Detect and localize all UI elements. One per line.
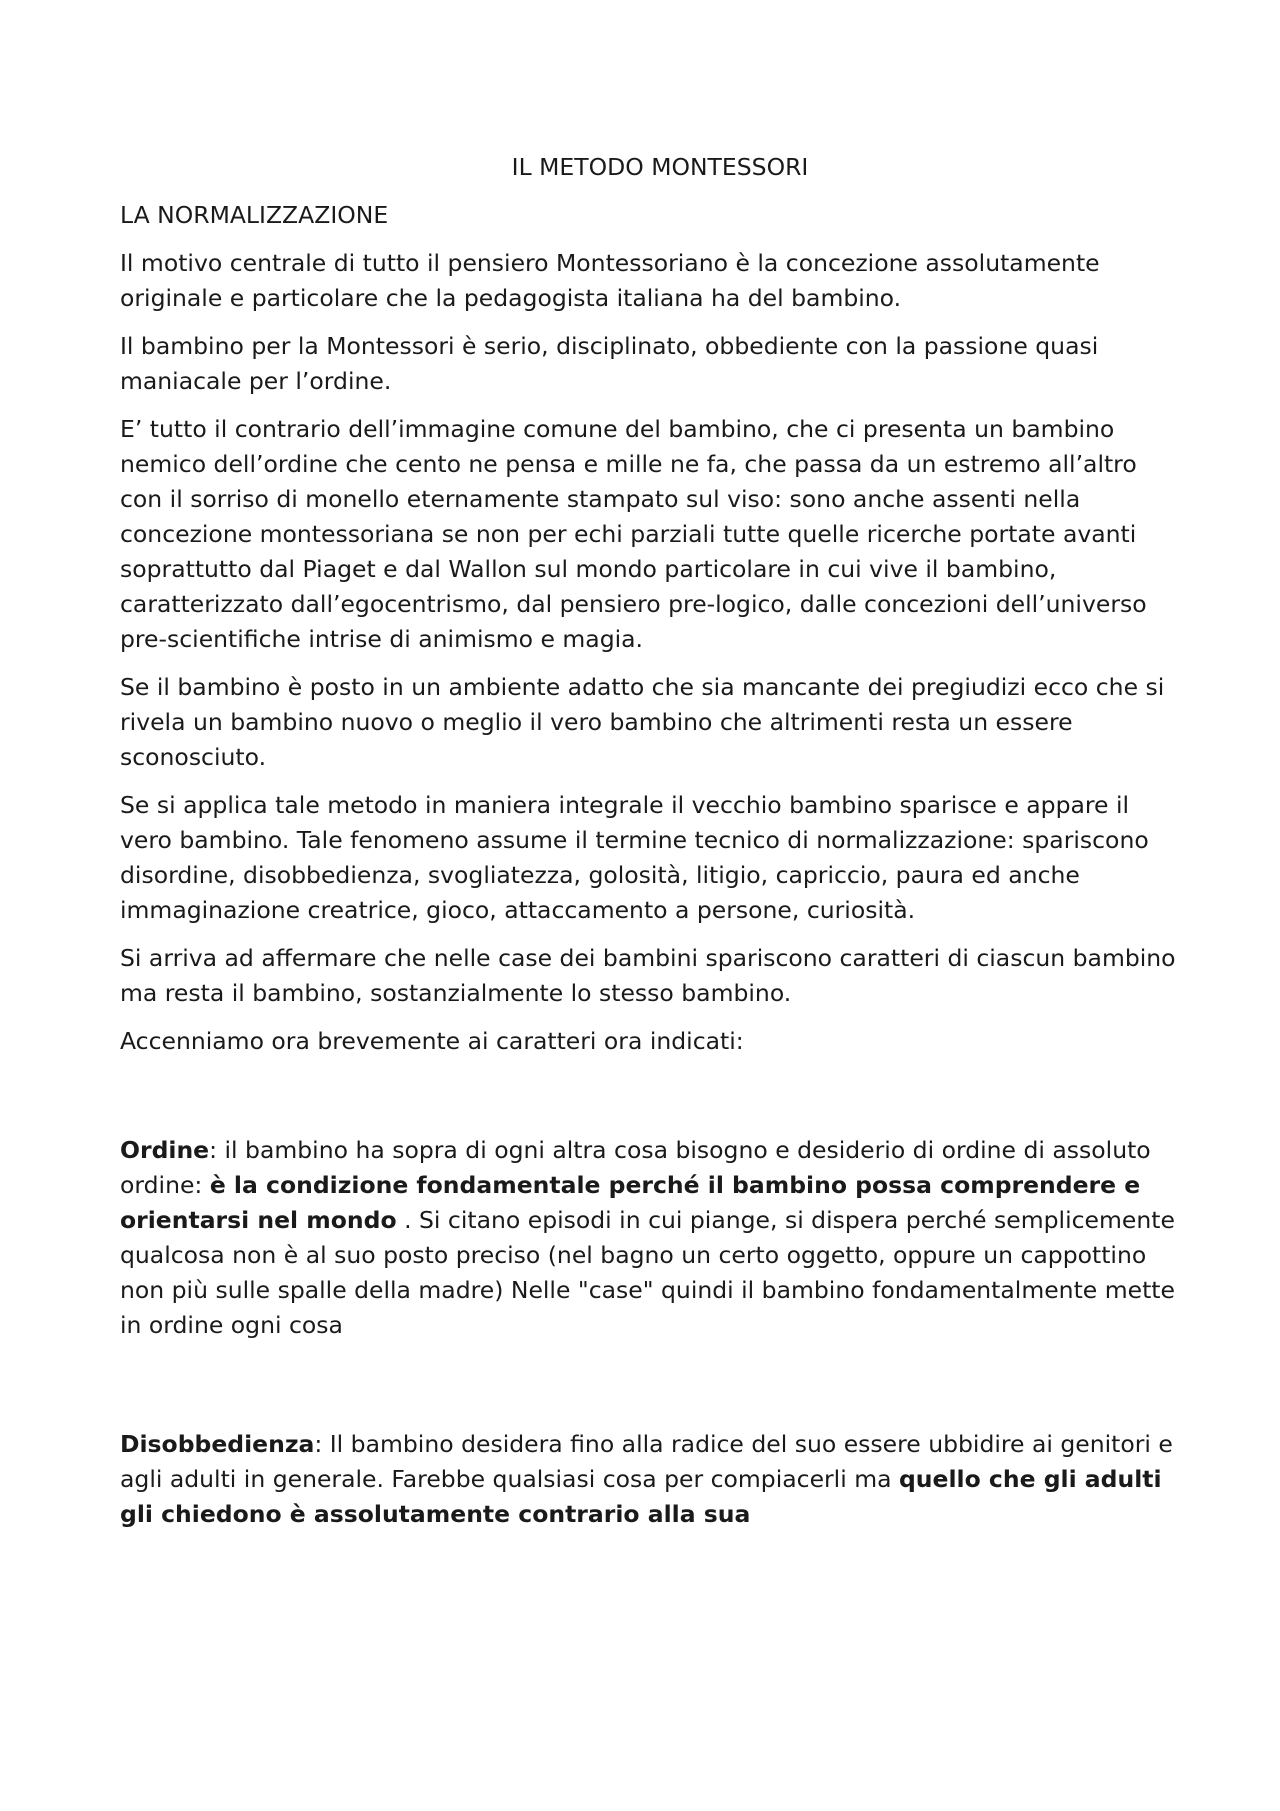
- disobbedienza-bold-text: quello che gli adulti gli chiedono è assolutamente contrario alla sua: [120, 1465, 1162, 1528]
- paragraph: Accenniamo ora brevemente ai caratteri ora indicati:: [120, 1027, 744, 1055]
- section-heading: LA NORMALIZZAZIONE: [120, 201, 389, 229]
- paragraph-disobbedienza: [120, 1427, 1180, 1532]
- term-disobbedienza: Disobbedienza: [120, 1430, 315, 1458]
- blank-line: [120, 1356, 1180, 1427]
- paragraph: E’ tutto il contrario dell’immagine comune del bambino, che ci presenta un bambino nemico dell’ordine che cento ne pensa e mille ne fa, che passa da un estremo all’altro con il sorriso di monello eternamente stampato sul viso: sono anche assenti nella concezione montessoriana se non per echi parziali tutte quelle ricerche portate avanti soprattutto dal Piaget e dal Wallon sul mondo particolare in cui vive il bambino, caratterizzato dall’egocentrismo, dal pensiero pre-logico, dalle concezioni dell’universo pre-scientifiche intrise di animismo e magia.: [120, 415, 1147, 653]
- paragraph: Se il bambino è posto in un ambiente adatto che sia mancante dei pregiudizi ecco che si rivela un bambino nuovo o meglio il vero bambino che altrimenti resta un essere sconosciuto.: [120, 673, 1165, 771]
- ordine-text-1: : il bambino ha sopra di ogni altra cosa bisogno e desiderio di ordine di assoluto ordine:: [120, 1136, 1151, 1199]
- document-page: [120, 150, 1180, 1545]
- document-title: IL METODO MONTESSORI: [511, 153, 809, 181]
- term-ordine: Ordine: [120, 1136, 210, 1164]
- paragraph-ordine: [120, 1133, 1180, 1343]
- paragraph: Se si applica tale metodo in maniera integrale il vecchio bambino sparisce e appare il vero bambino. Tale fenomeno assume il termine tecnico di normalizzazione: spariscono disordine, disobbedienza, svogliatezza, golosità, litigio, capriccio, paura ed anche immaginazione creatrice, gioco, attaccamento a persone, curiosità.: [120, 791, 1149, 924]
- blank-line: [120, 1072, 1180, 1133]
- ordine-bold-text: è la condizione fondamentale perché il bambino possa comprendere e orientarsi nel mondo: [120, 1171, 1141, 1234]
- disobbedienza-text-1: : Il bambino desidera fino alla radice del suo essere ubbidire ai genitori e agli adulti in generale. Farebbe qualsiasi cosa per compiacerli ma: [120, 1430, 1173, 1493]
- ordine-text-2: . Si citano episodi in cui piange, si dispera perché semplicemente qualcosa non è al suo posto preciso (nel bagno un certo oggetto, oppure un cappottino non più sulle spalle della madre) Nelle "case" quindi il bambino fondamentalmente mette in ordine ogni cosa: [120, 1206, 1175, 1339]
- paragraph: Il bambino per la Montessori è serio, disciplinato, obbediente con la passione quasi maniacale per l’ordine.: [120, 332, 1099, 395]
- paragraph: Il motivo centrale di tutto il pensiero Montessoriano è la concezione assolutamente originale e particolare che la pedagogista italiana ha del bambino.: [120, 249, 1100, 312]
- paragraph: Si arriva ad affermare che nelle case dei bambini spariscono caratteri di ciascun bambino ma resta il bambino, sostanzialmente lo stesso bambino.: [120, 944, 1176, 1007]
